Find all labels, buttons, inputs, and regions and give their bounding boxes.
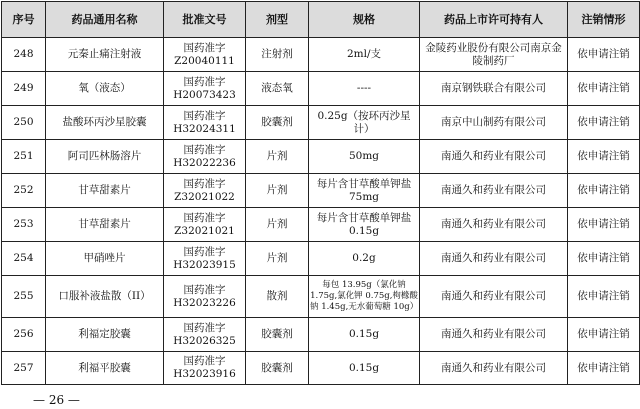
table-row xyxy=(2,140,640,174)
cell-drug-name: 元秦止痛注射液 xyxy=(46,38,164,72)
cell-specification: 0.15g xyxy=(309,352,420,385)
table-row xyxy=(2,208,640,242)
table-row xyxy=(2,352,640,385)
cell-license-holder: 南通久和药业有限公司 xyxy=(420,208,568,242)
header-index: 序号 xyxy=(2,2,46,38)
cell-dosage-form: 胶囊剂 xyxy=(246,352,309,385)
cell-cancellation-reason: 依申请注销 xyxy=(568,242,640,276)
cell-approval-number: 国药准字 H32022236 xyxy=(164,140,246,174)
cell-drug-name: 盐酸环丙沙星胶囊 xyxy=(46,106,164,140)
cell-license-holder: 南京钢铁联合有限公司 xyxy=(420,72,568,106)
cell-index: 250 xyxy=(2,106,46,140)
cell-drug-name: 甲硝唑片 xyxy=(46,242,164,276)
table-row xyxy=(2,318,640,352)
cell-dosage-form: 胶囊剂 xyxy=(246,106,309,140)
cell-index: 256 xyxy=(2,318,46,352)
cell-license-holder: 南通久和药业有限公司 xyxy=(420,276,568,318)
cell-specification: 0.15g xyxy=(309,318,420,352)
cell-drug-name: 利福定胶囊 xyxy=(46,318,164,352)
cell-specification: ---- xyxy=(309,72,420,106)
cell-approval-number: 国药准字 H32024311 xyxy=(164,106,246,140)
header-dosage-form: 剂型 xyxy=(246,2,309,38)
cell-drug-name: 阿司匹林肠溶片 xyxy=(46,140,164,174)
table-row xyxy=(2,276,640,318)
cell-license-holder: 南通久和药业有限公司 xyxy=(420,318,568,352)
cell-specification: 2ml/支 xyxy=(309,38,420,72)
cell-approval-number: 国药准字 H32023915 xyxy=(164,242,246,276)
table-row xyxy=(2,242,640,276)
cell-cancellation-reason: 依申请注销 xyxy=(568,276,640,318)
cell-index: 253 xyxy=(2,208,46,242)
cell-drug-name: 甘草甜素片 xyxy=(46,174,164,208)
cell-index: 257 xyxy=(2,352,46,385)
cell-approval-number: 国药准字 H32023226 xyxy=(164,276,246,318)
cell-cancellation-reason: 依申请注销 xyxy=(568,140,640,174)
cell-drug-name: 利福平胶囊 xyxy=(46,352,164,385)
cell-approval-number: 国药准字 Z20040111 xyxy=(164,38,246,72)
cell-dosage-form: 散剂 xyxy=(246,276,309,318)
table-row xyxy=(2,174,640,208)
cell-cancellation-reason: 依申请注销 xyxy=(568,208,640,242)
header-license-holder: 药品上市许可持有人 xyxy=(420,2,568,38)
drug-cancellation-table xyxy=(1,1,640,385)
header-drug-name: 药品通用名称 xyxy=(46,2,164,38)
cell-index: 251 xyxy=(2,140,46,174)
table-row xyxy=(2,38,640,72)
cell-specification: 0.25g（按环丙沙星计） xyxy=(309,106,420,140)
cell-cancellation-reason: 依申请注销 xyxy=(568,352,640,385)
cell-cancellation-reason: 依申请注销 xyxy=(568,318,640,352)
cell-license-holder: 南京中山制药有限公司 xyxy=(420,106,568,140)
cell-specification: 每片含甘草酸单钾盐 75mg xyxy=(309,174,420,208)
cell-dosage-form: 片剂 xyxy=(246,140,309,174)
cell-index: 255 xyxy=(2,276,46,318)
cell-approval-number: 国药准字 Z32021021 xyxy=(164,208,246,242)
cell-dosage-form: 片剂 xyxy=(246,208,309,242)
page-number: — 26 — xyxy=(33,393,80,407)
cell-approval-number: 国药准字 H32026325 xyxy=(164,318,246,352)
cell-specification: 每包 13.95g（氯化钠 1.75g,氯化钾 0.75g,枸橼酸钠 1.45g,无水葡萄糖 10g） xyxy=(309,276,420,318)
cell-specification: 50mg xyxy=(309,140,420,174)
cell-dosage-form: 胶囊剂 xyxy=(246,318,309,352)
cell-license-holder: 南通久和药业有限公司 xyxy=(420,140,568,174)
cell-cancellation-reason: 依申请注销 xyxy=(568,72,640,106)
cell-dosage-form: 液态氧 xyxy=(246,72,309,106)
cell-license-holder: 南通久和药业有限公司 xyxy=(420,174,568,208)
cell-approval-number: 国药准字 H20073423 xyxy=(164,72,246,106)
cell-dosage-form: 注射剂 xyxy=(246,38,309,72)
cell-drug-name: 甘草甜素片 xyxy=(46,208,164,242)
cell-cancellation-reason: 依申请注销 xyxy=(568,38,640,72)
cell-license-holder: 南通久和药业有限公司 xyxy=(420,242,568,276)
cell-dosage-form: 片剂 xyxy=(246,174,309,208)
cell-cancellation-reason: 依申请注销 xyxy=(568,174,640,208)
cell-dosage-form: 片剂 xyxy=(246,242,309,276)
header-cancellation-reason: 注销情形 xyxy=(568,2,640,38)
cell-drug-name: 口服补液盐散（II） xyxy=(46,276,164,318)
header-specification: 规格 xyxy=(309,2,420,38)
cell-license-holder: 南通久和药业有限公司 xyxy=(420,352,568,385)
cell-approval-number: 国药准字 H32023916 xyxy=(164,352,246,385)
cell-cancellation-reason: 依申请注销 xyxy=(568,106,640,140)
cell-index: 252 xyxy=(2,174,46,208)
cell-index: 249 xyxy=(2,72,46,106)
header-approval-number: 批准文号 xyxy=(164,2,246,38)
table-header-row xyxy=(2,2,640,38)
cell-approval-number: 国药准字 Z32021022 xyxy=(164,174,246,208)
cell-drug-name: 氧（液态） xyxy=(46,72,164,106)
cell-index: 254 xyxy=(2,242,46,276)
cell-index: 248 xyxy=(2,38,46,72)
cell-license-holder: 金陵药业股份有限公司南京金陵制药厂 xyxy=(420,38,568,72)
cell-specification: 0.2g xyxy=(309,242,420,276)
table-row xyxy=(2,106,640,140)
cell-specification: 每片含甘草酸单钾盐 0.15g xyxy=(309,208,420,242)
table-row xyxy=(2,72,640,106)
